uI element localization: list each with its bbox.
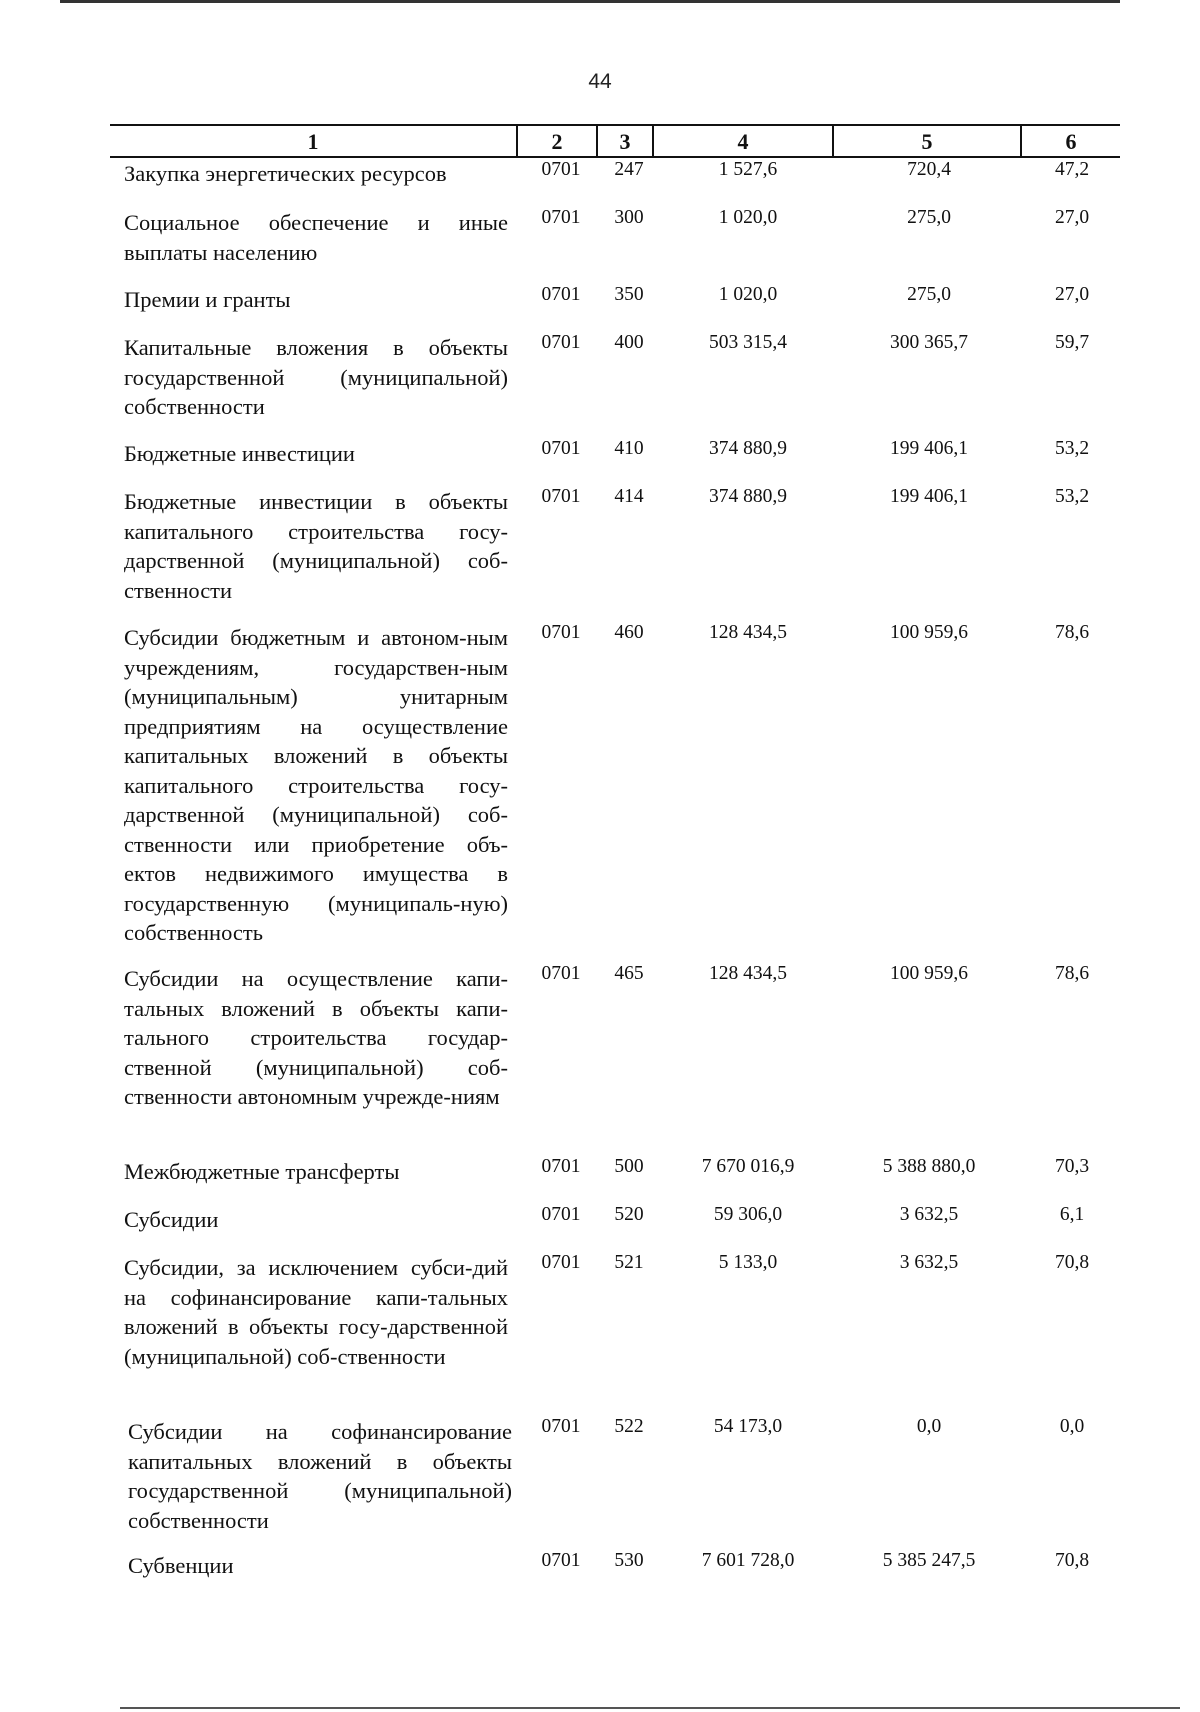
row-percent: 70,8 — [1054, 1550, 1090, 1571]
row-description: Субвенции — [128, 1553, 234, 1578]
row-section-code: 0701 — [541, 1416, 581, 1437]
row-section-code: 0701 — [541, 284, 581, 305]
row-description: Капитальные вложения в объекты государственной (муниципальной) собственности — [124, 335, 508, 419]
row-expense-code: 460 — [614, 622, 644, 643]
row-executed-amount: 300 365,7 — [890, 332, 968, 353]
header-col-2: 2 — [551, 129, 563, 154]
row-section-code: 0701 — [541, 1156, 581, 1177]
row-percent: 27,0 — [1054, 207, 1090, 228]
row-percent: 47,2 — [1054, 159, 1090, 180]
row-planned-amount: 128 434,5 — [709, 622, 787, 643]
row-expense-code: 522 — [614, 1416, 644, 1437]
row-planned-amount: 374 880,9 — [709, 486, 787, 507]
row-percent: 70,8 — [1054, 1252, 1090, 1273]
row-planned-amount: 128 434,5 — [709, 963, 787, 984]
scan-edge-top — [60, 0, 1120, 3]
row-section-code: 0701 — [541, 1204, 581, 1225]
row-description: Субсидии, за исключением субси-дий на софинансирование капи-тальных вложений в объекты госу-дарственной (муниципальной) соб-ственности — [124, 1255, 508, 1369]
header-col-4: 4 — [737, 129, 749, 154]
row-executed-amount: 275,0 — [907, 284, 951, 305]
row-description: Бюджетные инвестиции в объекты капитального строительства госу-дарственной (муниципальной) соб-ственности — [124, 489, 508, 603]
row-description: Субсидии на софинансирование капитальных вложений в объекты государственной (муниципальной) собственности — [128, 1419, 512, 1533]
row-description: Субсидии бюджетным и автоном-ным учреждениям, государствен-ным (муниципальным) унитарным предприятиям на осуществление капитальных вложений в объекты капитального строительства госу-дарственной (муниципальной) соб-ственности или приобретение объ-ектов недвижимого имущества в государственную (муниципаль-ную) собственность — [124, 625, 508, 945]
page-number: 44 — [588, 70, 612, 93]
row-section-code: 0701 — [541, 332, 581, 353]
row-description: Социальное обеспечение и иные выплаты населению — [124, 210, 508, 265]
header-col-5: 5 — [921, 129, 933, 154]
row-planned-amount: 1 020,0 — [718, 207, 778, 228]
row-percent: 78,6 — [1054, 963, 1090, 984]
row-planned-amount: 7 670 016,9 — [701, 1156, 795, 1177]
row-planned-amount: 5 133,0 — [718, 1252, 778, 1273]
row-executed-amount: 275,0 — [907, 207, 951, 228]
row-expense-code: 400 — [614, 332, 644, 353]
row-executed-amount: 3 632,5 — [899, 1204, 959, 1225]
row-planned-amount: 54 173,0 — [713, 1416, 783, 1437]
row-percent: 53,2 — [1054, 438, 1090, 459]
row-executed-amount: 0,0 — [916, 1416, 942, 1437]
row-section-code: 0701 — [541, 159, 581, 180]
row-percent: 59,7 — [1054, 332, 1090, 353]
row-expense-code: 247 — [614, 159, 644, 180]
row-executed-amount: 720,4 — [907, 159, 951, 180]
row-executed-amount: 100 959,6 — [890, 622, 968, 643]
header-col-6: 6 — [1065, 129, 1077, 154]
row-expense-code: 410 — [614, 438, 644, 459]
row-percent: 6,1 — [1059, 1204, 1085, 1225]
row-planned-amount: 1 020,0 — [718, 284, 778, 305]
row-section-code: 0701 — [541, 1252, 581, 1273]
row-description: Межбюджетные трансферты — [124, 1159, 400, 1184]
row-description: Субсидии — [124, 1207, 219, 1232]
row-expense-code: 500 — [614, 1156, 644, 1177]
row-planned-amount: 7 601 728,0 — [701, 1550, 795, 1571]
row-expense-code: 300 — [614, 207, 644, 228]
row-planned-amount: 1 527,6 — [718, 159, 778, 180]
row-percent: 27,0 — [1054, 284, 1090, 305]
scan-edge-bottom — [120, 1707, 1180, 1709]
row-executed-amount: 5 388 880,0 — [882, 1156, 976, 1177]
row-section-code: 0701 — [541, 963, 581, 984]
row-section-code: 0701 — [541, 486, 581, 507]
header-col-3: 3 — [619, 129, 631, 154]
row-executed-amount: 199 406,1 — [890, 438, 968, 459]
row-executed-amount: 3 632,5 — [899, 1252, 959, 1273]
row-section-code: 0701 — [541, 207, 581, 228]
row-expense-code: 350 — [614, 284, 644, 305]
row-description: Премии и гранты — [124, 287, 291, 312]
row-description: Закупка энергетических ресурсов — [124, 161, 447, 186]
row-description: Субсидии на осуществление капи-тальных вложений в объекты капи-тального строительства государ-ственной (муниципальной) соб-ственности автономным учрежде-ниям — [124, 966, 508, 1109]
row-planned-amount: 503 315,4 — [709, 332, 787, 353]
row-section-code: 0701 — [541, 622, 581, 643]
header-col-1: 1 — [307, 129, 319, 154]
row-description: Бюджетные инвестиции — [124, 441, 355, 466]
header-top-rule — [110, 124, 1120, 126]
row-percent: 78,6 — [1054, 622, 1090, 643]
row-expense-code: 520 — [614, 1204, 644, 1225]
row-percent: 0,0 — [1059, 1416, 1085, 1437]
row-percent: 53,2 — [1054, 486, 1090, 507]
row-executed-amount: 199 406,1 — [890, 486, 968, 507]
row-section-code: 0701 — [541, 438, 581, 459]
row-expense-code: 521 — [614, 1252, 644, 1273]
row-percent: 70,3 — [1054, 1156, 1090, 1177]
row-planned-amount: 59 306,0 — [713, 1204, 783, 1225]
row-expense-code: 465 — [614, 963, 644, 984]
row-planned-amount: 374 880,9 — [709, 438, 787, 459]
row-executed-amount: 5 385 247,5 — [882, 1550, 976, 1571]
row-section-code: 0701 — [541, 1550, 581, 1571]
row-executed-amount: 100 959,6 — [890, 963, 968, 984]
row-expense-code: 530 — [614, 1550, 644, 1571]
row-expense-code: 414 — [614, 486, 644, 507]
